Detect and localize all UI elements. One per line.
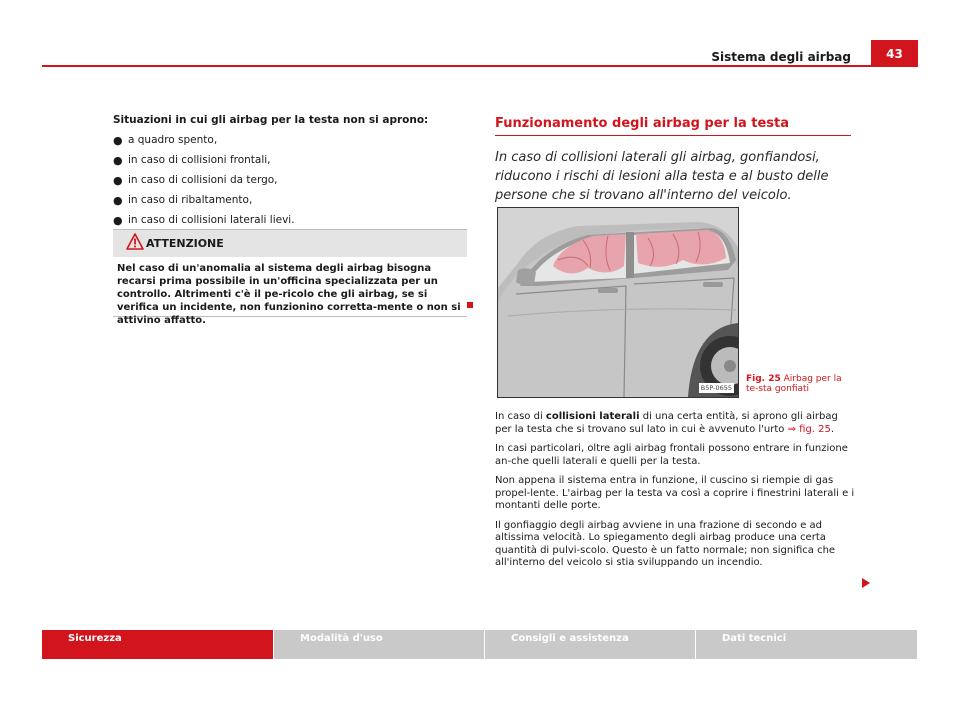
figure-caption xyxy=(746,374,856,394)
emphasis-text: collisioni laterali xyxy=(545,411,640,422)
page-number: 43 xyxy=(871,40,918,67)
body-paragraph-1: In caso di collisioni laterali di una certa entità, si aprono gli airbag per la testa che si trovano sul lato in cui è avvenuto l'urto ⇒ fig. 25. xyxy=(495,411,838,435)
section-end-marker xyxy=(467,302,473,308)
figure-id-label: B5P-0655 xyxy=(700,384,732,392)
list-item: ● a quadro spento, xyxy=(113,134,218,147)
body-paragraph-3: Non appena il sistema entra in funzione, il cuscino si riempie di gas propel-lente. L'airbag per la testa va così a coprire i finestrini laterali e i montanti delle porte. xyxy=(495,475,855,511)
header-title: Sistema degli airbag xyxy=(711,50,851,64)
list-item: ● in caso di collisioni da tergo, xyxy=(113,174,278,187)
figure-caption-ref: Fig. 25 xyxy=(746,374,781,384)
left-subheading: Situazioni in cui gli airbag per la testa non si aprono: xyxy=(113,114,429,126)
tab-consigli-assistenza[interactable]: Consigli e assistenza xyxy=(484,630,695,659)
header-rule xyxy=(42,65,918,67)
warning-title: ATTENZIONE xyxy=(146,237,224,250)
section-intro: In caso di collisioni laterali gli airbag, gonfiandosi, riducono i rischi di lesioni alla testa e al busto delle persone che si trovano all'interno del veicolo. xyxy=(495,150,829,203)
warning-box xyxy=(113,229,467,326)
figure-link[interactable]: ⇒ fig. 25 xyxy=(787,423,831,435)
airbag-figure xyxy=(497,207,739,398)
car-illustration xyxy=(498,208,738,397)
warning-header xyxy=(113,230,467,257)
body-paragraph-2: In casi particolari, oltre agli airbag frontali possono entrare in funzione an-che quelli laterali e quelli per la testa. xyxy=(495,443,848,467)
list-item: ● in caso di collisioni laterali lievi. xyxy=(113,214,295,227)
bullet-icon: ● xyxy=(113,134,123,147)
body-paragraph-4: Il gonfiaggio degli airbag avviene in una frazione di secondo e ad altissima velocità. Lo spiegamento degli airbag produce una certa quantità di pulvi-scolo. Questo è un fatto normale; non significa che all'interno del veicolo si stia sviluppando un incendio. xyxy=(495,519,836,568)
warning-text: Nel caso di un'anomalia al sistema degli airbag bisogna recarsi prima possibile in un'officina specializzata per un controllo. Altrimenti c'è il pe-ricolo che gli airbag, se si verifica un incidente, non funzionino corretta-mente o non si attivino affatto. xyxy=(117,263,461,326)
tab-modalita-duso[interactable]: Modalità d'uso xyxy=(273,630,484,659)
right-column xyxy=(495,116,851,205)
list-item: ● in caso di ribaltamento, xyxy=(113,194,253,207)
tab-dati-tecnici[interactable]: Dati tecnici xyxy=(695,630,917,659)
bullet-list xyxy=(113,134,467,227)
bullet-icon: ● xyxy=(113,154,123,167)
tab-sicurezza[interactable]: Sicurezza xyxy=(42,630,273,659)
bullet-icon: ● xyxy=(113,174,123,187)
body-text xyxy=(495,411,855,577)
section-title: Funzionamento degli airbag per la testa xyxy=(495,116,851,136)
warning-triangle-icon xyxy=(126,233,144,254)
figure-caption-text: Airbag per la te-sta gonfiati xyxy=(746,374,842,394)
bullet-icon: ● xyxy=(113,214,123,227)
left-column xyxy=(113,114,467,234)
bullet-icon: ● xyxy=(113,194,123,207)
footer-nav xyxy=(42,630,918,659)
list-item: ● in caso di collisioni frontali, xyxy=(113,154,271,167)
continue-arrow-icon[interactable] xyxy=(862,578,870,588)
